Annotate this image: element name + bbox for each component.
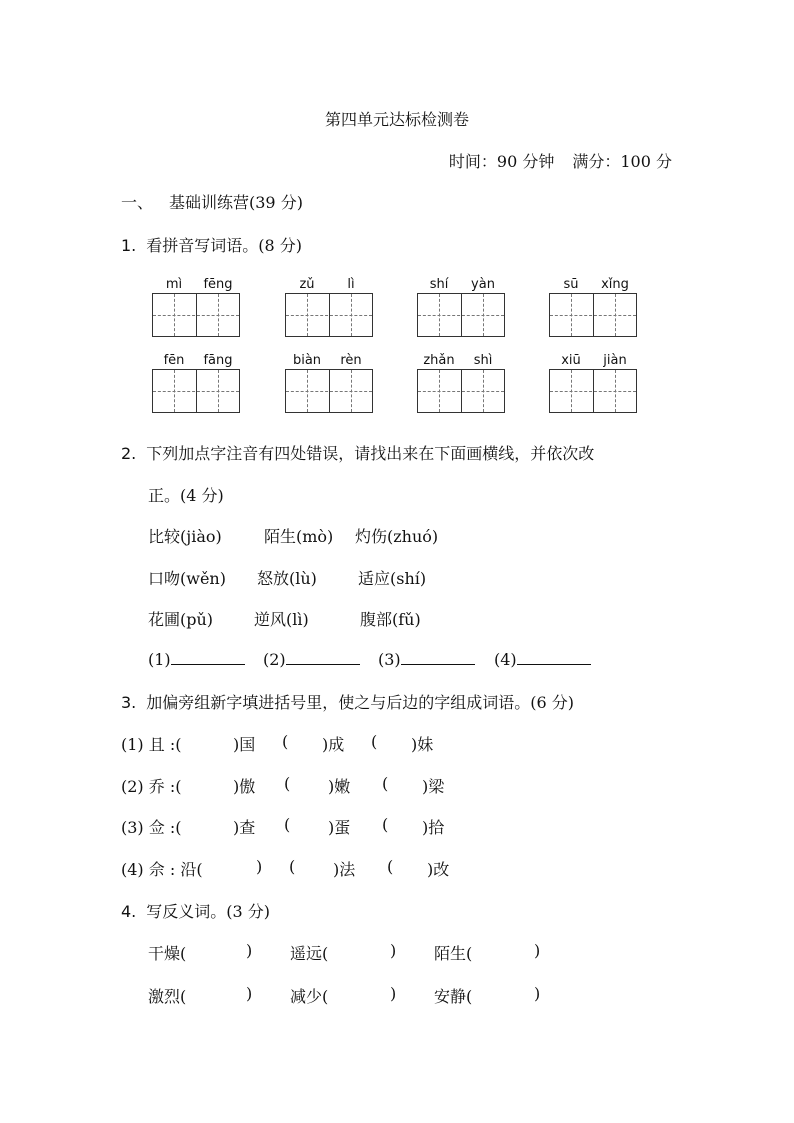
pronunciation-row xyxy=(148,524,568,544)
question-number: 2. xyxy=(121,444,137,463)
guide-line xyxy=(218,370,219,412)
answer-blank[interactable] xyxy=(517,650,591,665)
pinyin-label: fāng xyxy=(203,353,233,368)
pinyin-label: shì xyxy=(473,353,493,368)
answer-blank[interactable] xyxy=(286,650,360,665)
guide-line xyxy=(418,391,504,392)
question-number: 3. xyxy=(121,693,137,712)
pinyin-label: shí xyxy=(429,277,449,292)
pinyin-label: yàn xyxy=(471,277,495,292)
guide-line xyxy=(286,391,372,392)
pronunciation-row xyxy=(148,566,568,586)
word-item: 比较(jiào) xyxy=(148,527,222,546)
guide-line xyxy=(439,370,440,412)
guide-line xyxy=(307,294,308,336)
word-item: 逆风(lì) xyxy=(254,610,309,629)
question-number: 1. xyxy=(121,236,137,255)
pinyin-label: xǐng xyxy=(601,277,629,292)
radical-row: (1) 且 :( )国 ( )成 ( )妹 xyxy=(121,732,434,754)
pinyin-label: zǔ xyxy=(299,277,315,292)
guide-line xyxy=(418,315,504,316)
guide-line xyxy=(153,391,239,392)
word-item: 怒放(lù) xyxy=(257,569,317,588)
full-score: 满分：100 分 xyxy=(572,152,672,171)
pinyin-label: rèn xyxy=(340,353,362,368)
writing-grid[interactable] xyxy=(549,293,637,337)
antonym-row: 干燥( ) 遥远( ) 陌生( ) xyxy=(148,941,541,963)
guide-line xyxy=(550,315,636,316)
word-item: 陌生(mò) xyxy=(264,527,334,546)
pinyin-label: zhǎn xyxy=(423,353,455,368)
pinyin-label: biàn xyxy=(292,353,322,368)
guide-line xyxy=(571,370,572,412)
writing-grid[interactable] xyxy=(285,293,373,337)
word-item: 口吻(wěn) xyxy=(148,569,226,588)
section-number: 一、 xyxy=(121,193,154,212)
answer-blanks xyxy=(148,650,608,672)
question-text: 看拼音写词语。(8 分) xyxy=(146,236,303,255)
guide-line xyxy=(550,391,636,392)
question-text: 下列加点字注音有四处错误，请找出来在下面画横线，并依次改 xyxy=(146,444,595,463)
pinyin-label: mì xyxy=(165,277,183,292)
answer-slot-2[interactable]: (2) xyxy=(263,650,360,669)
writing-grid[interactable] xyxy=(285,369,373,413)
pinyin-label: fēn xyxy=(163,353,185,368)
question-text: 加偏旁组新字填进括号里，使之与后边的字组成词语。(6 分) xyxy=(146,693,575,712)
guide-line xyxy=(153,315,239,316)
guide-line xyxy=(286,315,372,316)
time-limit: 时间：90 分钟 xyxy=(448,152,555,171)
word-item: 花圃(pǔ) xyxy=(148,610,214,629)
pinyin-label: xiū xyxy=(561,353,581,368)
answer-slot-1[interactable]: (1) xyxy=(148,650,245,669)
question-text: 写反义词。(3 分) xyxy=(146,902,271,921)
word-item: 灼伤(zhuó) xyxy=(355,527,439,546)
guide-line xyxy=(439,294,440,336)
writing-grid[interactable] xyxy=(152,369,240,413)
section-label: 基础训练营(39 分) xyxy=(169,193,303,212)
guide-line xyxy=(483,294,484,336)
word-item: 腹部(fǔ) xyxy=(360,610,421,629)
guide-line xyxy=(571,294,572,336)
guide-line xyxy=(351,294,352,336)
guide-line xyxy=(483,370,484,412)
guide-line xyxy=(307,370,308,412)
pronunciation-row xyxy=(148,607,568,627)
answer-slot-4[interactable]: (4) xyxy=(494,650,591,669)
guide-line xyxy=(174,294,175,336)
guide-line xyxy=(615,294,616,336)
pinyin-label: sū xyxy=(563,277,579,292)
question-3 xyxy=(121,690,574,713)
pinyin-label: jiàn xyxy=(603,353,627,368)
question-number: 4. xyxy=(121,902,137,921)
writing-grid[interactable] xyxy=(417,293,505,337)
answer-blank[interactable] xyxy=(171,650,245,665)
question-2-continuation: 正。(4 分) xyxy=(148,486,224,505)
page-title: 第四单元达标检测卷 xyxy=(324,110,469,129)
question-2 xyxy=(121,441,594,464)
guide-line xyxy=(615,370,616,412)
antonym-row: 激烈( ) 减少( ) 安静( ) xyxy=(148,984,541,1006)
pinyin-label: fēng xyxy=(203,277,233,292)
guide-line xyxy=(351,370,352,412)
exam-meta xyxy=(449,149,672,172)
answer-blank[interactable] xyxy=(401,650,475,665)
radical-row: (3) 佥 :( )查 ( )蛋 ( )拾 xyxy=(121,815,445,837)
radical-row: (4) 佘 : 沿( ) ( )法 ( )改 xyxy=(121,857,450,879)
guide-line xyxy=(218,294,219,336)
answer-slot-3[interactable]: (3) xyxy=(378,650,475,669)
radical-row: (2) 乔 :( )傲 ( )嫩 ( )梁 xyxy=(121,774,445,796)
question-4 xyxy=(121,899,270,922)
question-1 xyxy=(121,233,302,256)
section-heading xyxy=(121,190,303,213)
writing-grid[interactable] xyxy=(549,369,637,413)
word-item: 适应(shí) xyxy=(358,569,427,588)
writing-grid[interactable] xyxy=(152,293,240,337)
pinyin-label: lì xyxy=(347,277,355,292)
writing-grid[interactable] xyxy=(417,369,505,413)
guide-line xyxy=(174,370,175,412)
